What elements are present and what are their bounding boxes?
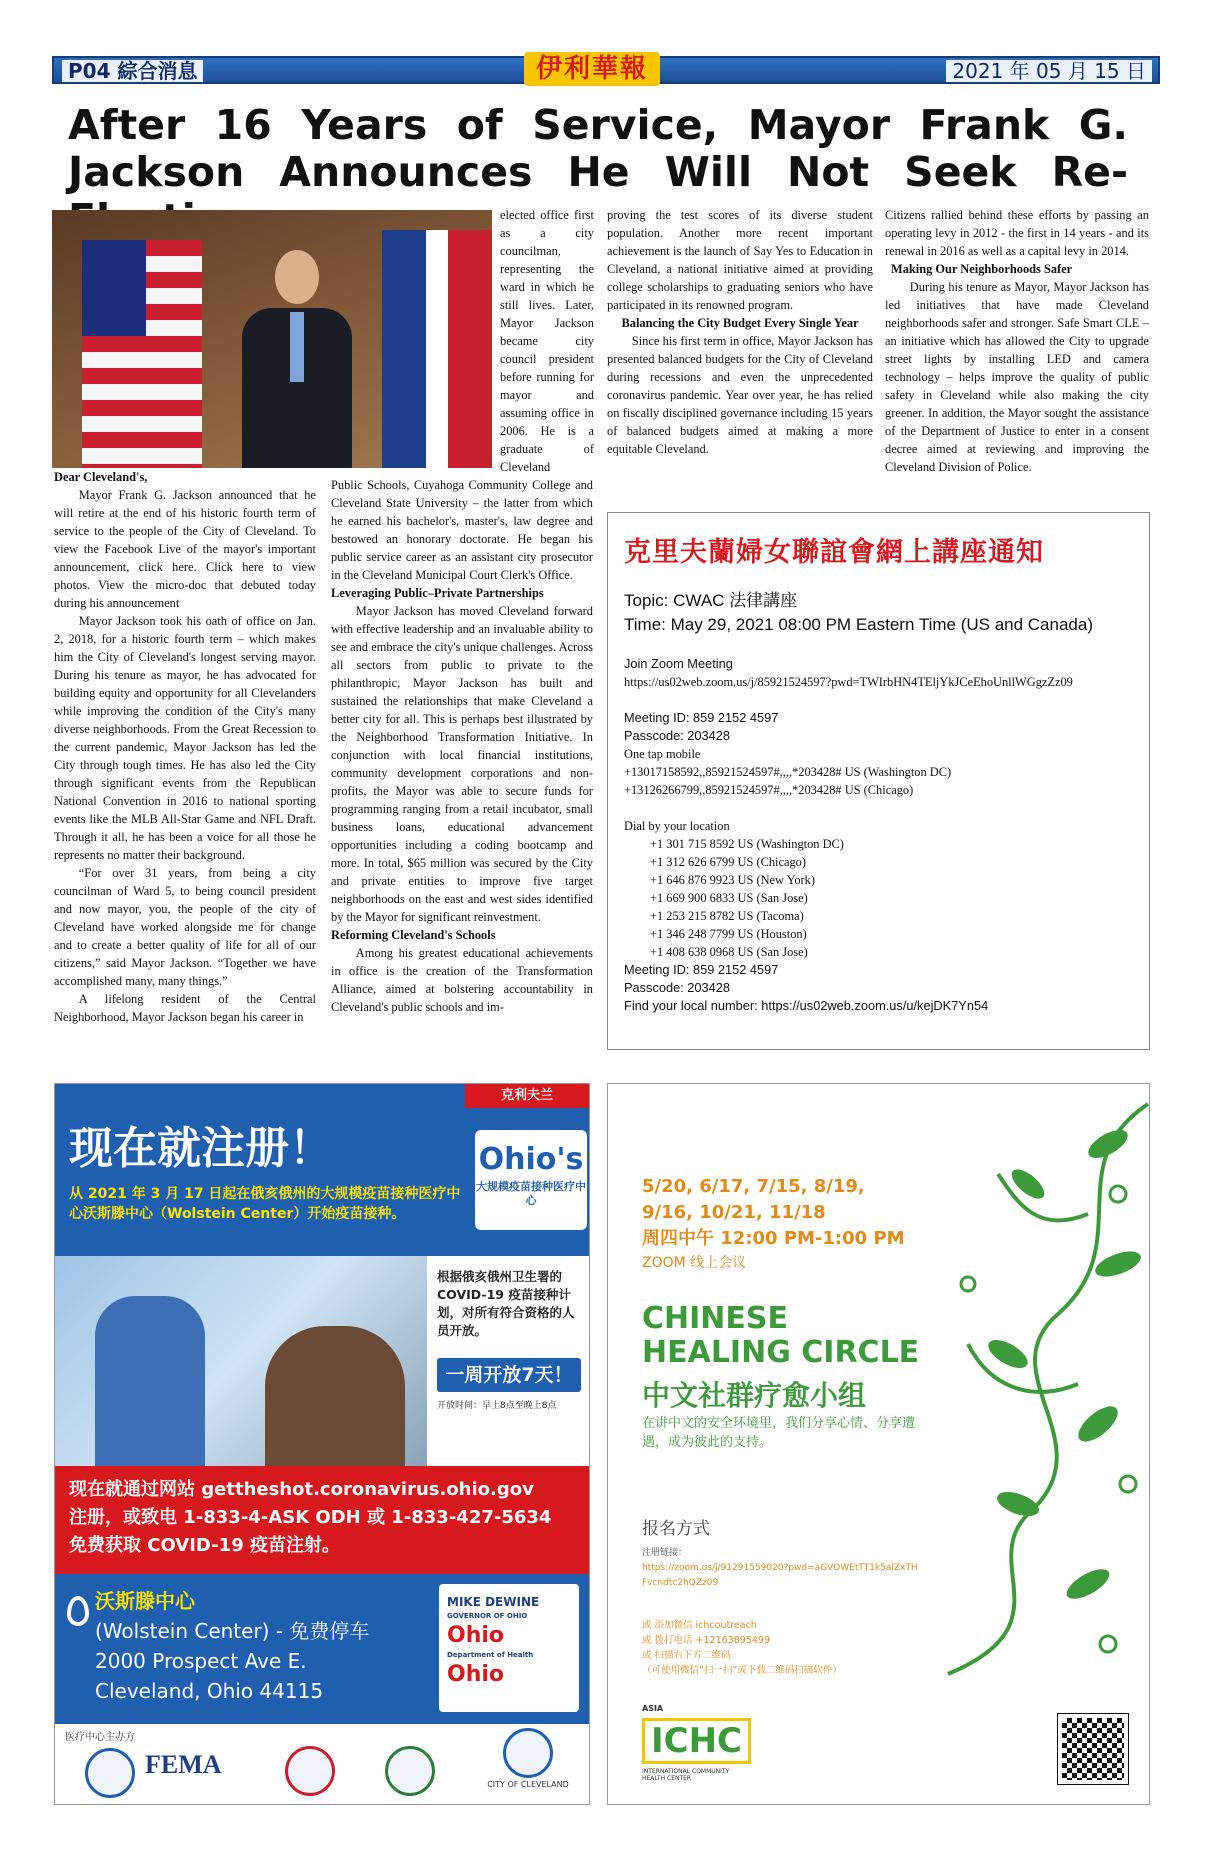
cleveland-seal-icon bbox=[503, 1728, 553, 1778]
mayor-figure bbox=[242, 250, 352, 468]
article-paragraph: During his tenure as Mayor, Mayor Jackson has led initiatives that have made Cleveland neighborhoods safer and stronger. Safe Smart CLE – an initiative which has allowed the City to upgrade street lights by installing LED and camera technology – helps improve the quality of public safety in Cleveland while also making the city greener. In addition, the Mayor sought the assistance of the Department of Justice to enter in a consent decree aimed at reviewing and improving the Cleveland Division of Police. bbox=[885, 280, 1149, 474]
issue-date: 2021 年 05 月 15 日 bbox=[946, 60, 1152, 82]
vine-decoration bbox=[908, 1084, 1150, 1684]
venue-name-cn: 沃斯滕中心 bbox=[95, 1589, 195, 1613]
title-line: HEALING CIRCLE bbox=[642, 1335, 920, 1370]
article-col3 bbox=[607, 206, 873, 458]
cuyahoga-county-seal-icon bbox=[285, 1746, 335, 1796]
together-ohio-logo: Ohio bbox=[447, 1662, 505, 1687]
location-pin-icon bbox=[67, 1596, 89, 1626]
governor-label: GOVERNOR OF OHIO bbox=[447, 1612, 528, 1620]
cleveland-flag-graphic bbox=[382, 230, 492, 468]
headline: After 16 Years of Service, Mayor Frank G. Jackson Announces He Will Not Seek Re- bbox=[68, 101, 1128, 196]
dial-number: +1 669 900 6833 US (San Jose) bbox=[650, 891, 808, 905]
section-heading: Leveraging Public–Private Partnerships bbox=[331, 586, 544, 600]
healing-description: 在讲中文的安全环境里，我们分享心情、分享遭遇，成为彼此的支持。 bbox=[642, 1416, 916, 1450]
register-link-block bbox=[642, 1546, 922, 1591]
passcode: Passcode: 203428 bbox=[624, 728, 731, 743]
dial-label: Dial by your location bbox=[624, 819, 730, 833]
notice-time: Time: May 29, 2021 08:00 PM Eastern Time (US and Canada) bbox=[624, 615, 1093, 634]
meeting-id: Meeting ID: 859 2152 4597 bbox=[624, 710, 779, 725]
article-paragraph: Mayor Jackson has moved Cleveland forward with effective leadership and an invaluable ability to see and embrace the city's unique challenges. Across all sectors from public to private to the philanthropic, Mayor Jackson has built and sustained the relationships that make Cleveland a better city for all. This is perhaps best illustrated by the Neighborhood Transformation Initiative. In conjunction with local financial institutions, community development corporations and non-profits, the Mayor was able to secure funds for programming ranging from a retail incubator, small business loans, educational advancement opportunities including a coding bootcamp and more. In total, $65 million was secured by the City and private entities to improve five target neighborhoods on the east and west sides identified by the Mayor for significant reinvestment. bbox=[331, 604, 593, 924]
ad-side-panel bbox=[427, 1256, 590, 1466]
venue-city: Cleveland, Ohio 44115 bbox=[95, 1679, 324, 1703]
section-heading: Making Our Neighborhoods Safer bbox=[891, 262, 1073, 276]
article-text: elected office first as a city councilman, representing the ward in which he still lives. Later, Mayor Jackson became city council president before running for mayor and assuming office in 2006. He is a graduate of Cleveland bbox=[500, 208, 594, 474]
asia-label: ASIA bbox=[642, 1704, 664, 1713]
ad-subheadline: 从 2021 年 3 月 17 日起在俄亥俄州的大规模疫苗接种医疗中心沃斯滕中心（Wolstein Center）开始疫苗接种。 bbox=[69, 1186, 461, 1222]
article-col2 bbox=[331, 476, 593, 1016]
ohio-logo-text: Ohio's bbox=[478, 1142, 584, 1177]
healing-title-cn: 中文社群疗愈小组 bbox=[642, 1379, 867, 1412]
dates-line: 5/20, 6/17, 7/15, 8/19, bbox=[642, 1176, 865, 1197]
healing-title bbox=[642, 1302, 919, 1370]
contact-qr: 或 扫描右下方二维码 bbox=[642, 1650, 731, 1661]
ohio-logo-sub: 大规模疫苗接种医疗中心 bbox=[476, 1180, 586, 1207]
ad-city-tag: 克利夫兰 bbox=[465, 1084, 589, 1108]
article-col4 bbox=[885, 206, 1149, 476]
article-paragraph: Mayor Frank G. Jackson announced that he will retire at the end of his historic fourth term of service to the people of the City of Cleveland. To view the Facebook Live of the mayor's important announcement, click here. Click here to view photos. View the micro-doc that debuted today during his announcement bbox=[54, 488, 316, 610]
article-paragraph: Since his first term in office, Mayor Jackson has presented balanced budgets for the City of Cleveland during recessions and even the unprecedented coronavirus pandemic. Year over year, he has relied on fiscally disciplined governance including 15 years of balanced budgets aimed at making a more equitable Cleveland. bbox=[607, 334, 873, 456]
tap-number: +13017158592,,85921524597#,,,,*203428# US (Washington DC) bbox=[624, 765, 952, 779]
qr-code-icon[interactable] bbox=[1058, 1714, 1128, 1784]
zoom-online-label: ZOOM 线上会议 bbox=[642, 1255, 747, 1271]
page-header-bar bbox=[52, 56, 1160, 84]
dewine-logo: MIKE DEWINE bbox=[447, 1595, 540, 1609]
article-paragraph: proving the test scores of its diverse student population. Another more recent important achievement is the launch of Say Yes to Education in Cleveland, a national initiative aimed at providing college scholarships to graduating seniors who have participated in its renowned program. bbox=[607, 208, 873, 312]
article-paragraph: Among his greatest educational achievements in office is the creation of the Transformation Alliance, aimed at bolstering accountability in Cleveland's public schools and im- bbox=[331, 946, 593, 1014]
contact-wechat: 或 添加微信 ichcoutreach bbox=[642, 1620, 757, 1631]
register-link[interactable]: https://zoom.us/j/91291559020?pwd=aGVOWEtTT1k5alZxTHFvcndtc2hQZz09 bbox=[642, 1563, 918, 1588]
contact-qr-note: （可使用微信“扫一扫”或下载二维码扫描软件） bbox=[642, 1665, 842, 1676]
open-7-days-badge: 一周开放7天！ bbox=[437, 1358, 581, 1392]
csu-seal-icon bbox=[385, 1746, 435, 1796]
register-line: 免费获取 COVID-19 疫苗注射。 bbox=[69, 1535, 340, 1556]
zoom-link[interactable]: https://us02web.zoom.us/j/85921524597?pwd=TWIrbHN4TEljYkJCeEhoUnllWGgzZz09 bbox=[624, 675, 1073, 689]
dial-number: +1 253 215 8782 US (Tacoma) bbox=[650, 909, 804, 923]
fema-logo: FEMA bbox=[145, 1750, 222, 1779]
venue-name: (Wolstein Center) - 免费停车 bbox=[95, 1619, 370, 1643]
page-section-label: P04 綜合消息 bbox=[62, 60, 203, 82]
dial-number: +1 312 626 6799 US (Chicago) bbox=[650, 855, 807, 869]
section-heading: Balancing the City Budget Every Single Year bbox=[621, 316, 859, 330]
ohio-health-logo: Ohio bbox=[447, 1623, 505, 1648]
dhs-seal-icon bbox=[85, 1748, 135, 1798]
article-paragraph: Public Schools, Cuyahoga Community College and Cleveland State University – the latter from which he earned his bachelor's, master's, law degree and bestowed an honorary doctorate. He began his public service career as an assistant city prosecutor in the Cleveland Municipal Court Clerk's Office. bbox=[331, 478, 593, 582]
mayor-photo bbox=[52, 210, 492, 468]
dial-number: +1 408 638 0968 US (San Jose) bbox=[650, 945, 808, 959]
eligibility-text: 根据俄亥俄州卫生署的 COVID-19 疫苗接种计划，对所有符合资格的人员开放。 bbox=[437, 1269, 575, 1338]
link-label: 注册链接： bbox=[642, 1548, 688, 1558]
title-line: CHINESE bbox=[642, 1301, 788, 1336]
zoom-notice-box bbox=[607, 512, 1150, 1050]
department-label: Department of Health bbox=[447, 1651, 534, 1659]
notice-topic: Topic: CWAC 法律講座 bbox=[624, 591, 798, 610]
sponsor-label: 医疗中心主办方 bbox=[65, 1732, 135, 1743]
section-heading: Reforming Cleveland's Schools bbox=[331, 928, 496, 942]
join-label: Join Zoom Meeting bbox=[624, 656, 733, 671]
meeting-id: Meeting ID: 859 2152 4597 bbox=[624, 962, 779, 977]
dial-number: +1 346 248 7799 US (Houston) bbox=[650, 927, 807, 941]
opening-hours: 开放时间：早上8点至晚上8点 bbox=[437, 1401, 557, 1411]
notice-title: 克里夫蘭婦女聯誼會網上講座通知 bbox=[624, 537, 1044, 568]
find-local-number[interactable]: Find your local number: https://us02web.zoom.us/u/kejDK7Yn54 bbox=[624, 998, 989, 1013]
ichc-logo: ICHC bbox=[642, 1718, 751, 1764]
register-banner bbox=[55, 1466, 590, 1574]
ad-headline: 现在就注册！ bbox=[69, 1123, 333, 1174]
ohio-logo bbox=[475, 1130, 587, 1230]
sponsor-strip bbox=[55, 1724, 590, 1805]
passcode: Passcode: 203428 bbox=[624, 980, 731, 995]
article-col1 bbox=[54, 468, 316, 1026]
contact-phone: 或 拨打电话 +12163895499 bbox=[642, 1635, 770, 1646]
healing-circle-ad bbox=[607, 1083, 1150, 1805]
location-panel bbox=[55, 1574, 590, 1724]
location-text bbox=[95, 1586, 369, 1706]
newspaper-name: 伊利華報 bbox=[524, 52, 660, 86]
vaccine-ad bbox=[54, 1083, 590, 1805]
dates-line: 周四中午 12:00 PM-1:00 PM bbox=[642, 1228, 905, 1249]
ichc-full-name: INTERNATIONAL COMMUNITY HEALTH CENTER bbox=[642, 1768, 730, 1782]
venue-street: 2000 Prospect Ave E. bbox=[95, 1649, 307, 1673]
tap-number: +13126266799,,85921524597#,,,,*203428# US (Chicago) bbox=[624, 783, 914, 797]
register-method-heading: 报名方式 bbox=[642, 1519, 710, 1539]
vaccination-photo bbox=[55, 1256, 427, 1466]
article-col1-top bbox=[500, 206, 594, 476]
dial-number: +1 301 715 8592 US (Washington DC) bbox=[650, 837, 844, 851]
article-paragraph: Mayor Jackson took his oath of office on Jan. 2, 2018, for a historic fourth term – which makes him the City of Cleveland's longest serving mayor. During his tenure as mayor, he has advocated for building equity and opportunity for all Clevelanders while improving the condition of the City's many diverse neighborhoods. From the Great Recession to the current pandemic, Mayor Jackson has led the City through tough times. He has also led the City through significant events from the Republican National Convention in 2016 to national sporting events like the MLB All-Star Game and NFL Draft. Through it all, he has been a voice for all those he represents no matter their background. bbox=[54, 614, 316, 862]
register-line[interactable]: 现在就通过网站 gettheshot.coronavirus.ohio.gov bbox=[69, 1479, 534, 1500]
dates-line: 9/16, 10/21, 11/18 bbox=[642, 1202, 826, 1223]
us-flag-graphic bbox=[82, 240, 202, 468]
ohio-government-logos bbox=[439, 1584, 579, 1712]
one-tap-label: One tap mobile bbox=[624, 747, 701, 761]
dial-number: +1 646 876 9923 US (New York) bbox=[650, 873, 815, 887]
article-paragraph: “For over 31 years, from being a city councilman of Ward 5, to being council president and now mayor, you, the people of the city of Cleveland have worked alongside me for change and to create a better quality of life for all of our citizens,” said Mayor Jackson. “Together we have accomplished many, many things.” bbox=[54, 866, 316, 988]
register-line: 注册，或致电 1-833-4-ASK ODH 或 1-833-427-5634 bbox=[69, 1507, 552, 1528]
salutation: Dear Cleveland's, bbox=[54, 470, 148, 484]
article-paragraph: Citizens rallied behind these efforts by passing an operating levy in 2012 - the first in 14 years - and its renewal in 2016 as well as a capital levy in 2014. bbox=[885, 208, 1149, 258]
city-of-cleveland-label: CITY OF CLEVELAND bbox=[487, 1780, 569, 1789]
alternate-contact bbox=[642, 1618, 942, 1678]
article-paragraph: A lifelong resident of the Central Neighborhood, Mayor Jackson began his career in bbox=[54, 992, 316, 1024]
session-dates bbox=[642, 1174, 905, 1252]
